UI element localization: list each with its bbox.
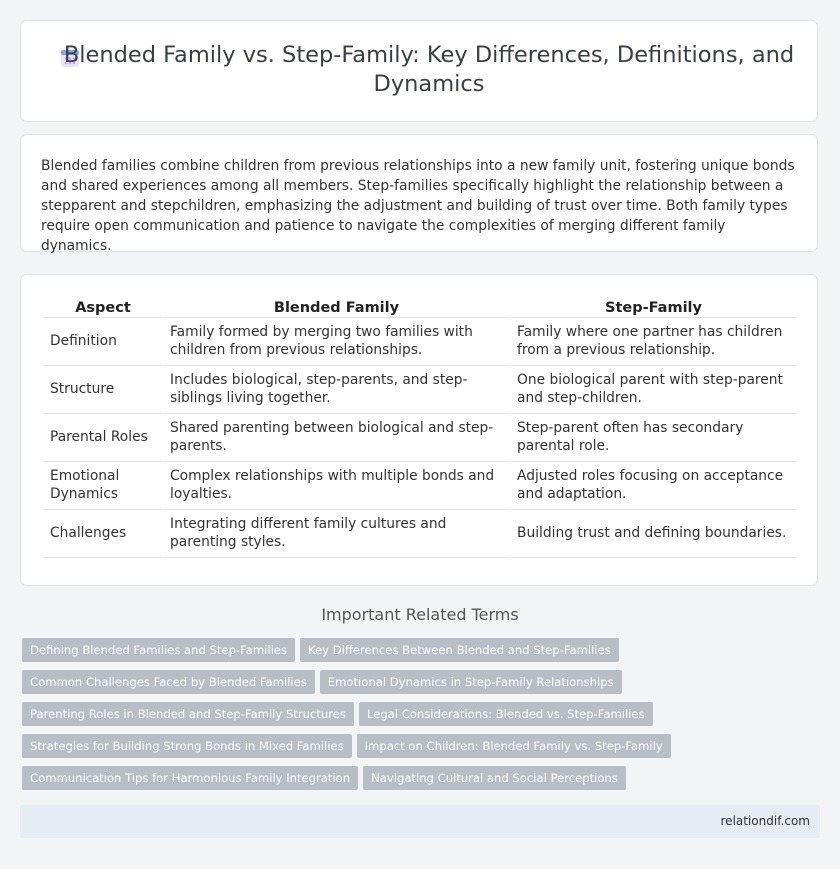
table-cell-step-family: Step-parent often has secondary parental role.	[511, 414, 796, 462]
related-terms-list	[22, 638, 822, 798]
table-cell-aspect: Structure	[44, 366, 162, 414]
related-term-tag[interactable]: Legal Considerations: Blended vs. Step-Families	[359, 702, 653, 726]
table-row	[44, 318, 796, 366]
related-term-tag[interactable]: Parenting Roles in Blended and Step-Family Structures	[22, 702, 354, 726]
footer	[20, 805, 820, 838]
related-terms-row	[22, 670, 822, 702]
table-header-row	[44, 297, 796, 318]
intro-paragraph: Blended families combine children from previous relationships into a new family unit, fostering unique bonds and shared experiences among all members. Step-families specifically highlight the relationship between a stepparent and stepchildren, emphasizing the adjustment and building of trust over time. Both family types require open communication and patience to navigate the complexities of merging different family dynamics.	[41, 158, 795, 254]
related-term-tag[interactable]: Defining Blended Families and Step-Families	[22, 638, 295, 662]
table-row	[44, 510, 796, 558]
related-terms-title: Important Related Terms	[321, 605, 519, 624]
intro-card	[20, 134, 818, 252]
table-cell-blended-family: Includes biological, step-parents, and step-siblings living together.	[164, 366, 509, 414]
column-header-step-family: Step-Family	[511, 297, 796, 318]
footer-site-name: relationdif.com	[720, 814, 810, 828]
related-terms-row	[22, 766, 822, 798]
table-cell-aspect: Challenges	[44, 510, 162, 558]
table-row	[44, 462, 796, 510]
table-cell-blended-family: Complex relationships with multiple bonds and loyalties.	[164, 462, 509, 510]
related-term-tag[interactable]: Common Challenges Faced by Blended Families	[22, 670, 315, 694]
table-cell-blended-family: Shared parenting between biological and step-parents.	[164, 414, 509, 462]
table-cell-blended-family: Integrating different family cultures and parenting styles.	[164, 510, 509, 558]
related-terms-row	[22, 702, 822, 734]
column-header-aspect: Aspect	[44, 297, 162, 318]
header-card	[20, 20, 818, 122]
table-cell-step-family: Adjusted roles focusing on acceptance and adaptation.	[511, 462, 796, 510]
table-cell-aspect: Emotional Dynamics	[44, 462, 162, 510]
table-cell-step-family: Building trust and defining boundaries.	[511, 510, 796, 558]
column-header-blended-family: Blended Family	[164, 297, 509, 318]
table-cell-step-family: Family where one partner has children from a previous relationship.	[511, 318, 796, 366]
related-term-tag[interactable]: Key Differences Between Blended and Step-Families	[300, 638, 619, 662]
table-cell-aspect: Definition	[44, 318, 162, 366]
table-cell-step-family: One biological parent with step-parent and step-children.	[511, 366, 796, 414]
table-cell-blended-family: Family formed by merging two families with children from previous relationships.	[164, 318, 509, 366]
related-term-tag[interactable]: Impact on Children: Blended Family vs. Step-Family	[357, 734, 671, 758]
table-row	[44, 366, 796, 414]
table-cell-aspect: Parental Roles	[44, 414, 162, 462]
comparison-table	[42, 297, 798, 558]
related-term-tag[interactable]: Strategies for Building Strong Bonds in Mixed Families	[22, 734, 352, 758]
related-terms-row	[22, 734, 822, 766]
page-title: Blended Family vs. Step-Family: Key Differences, Definitions, and Dynamics	[63, 42, 795, 97]
table-row	[44, 414, 796, 462]
related-terms-row	[22, 638, 822, 670]
related-term-tag[interactable]: Navigating Cultural and Social Perceptions	[363, 766, 626, 790]
related-term-tag[interactable]: Emotional Dynamics in Step-Family Relationships	[320, 670, 622, 694]
related-term-tag[interactable]: Communication Tips for Harmonious Family Integration	[22, 766, 358, 790]
comparison-card	[20, 274, 818, 586]
